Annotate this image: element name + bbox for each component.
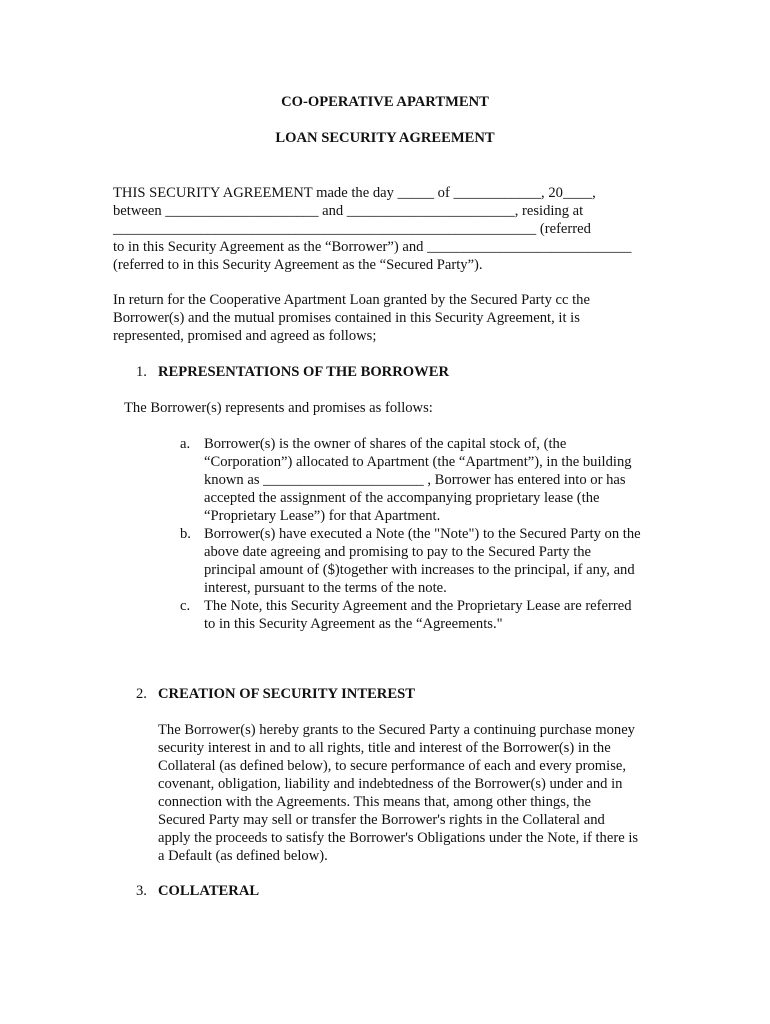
section-3-heading (136, 882, 259, 900)
list-item-c-marker: c. (180, 598, 191, 614)
list-item-a-marker: a. (180, 436, 191, 452)
list-item-b-line-3: principal amount of ($)together with increases to the principal, if any, and (204, 562, 635, 578)
section-1-number: 1. (136, 364, 147, 380)
list-item-a-line-2: “Corporation”) allocated to Apartment (the “Apartment”), in the building (204, 454, 632, 470)
section-2-line-2: security interest in and to all rights, title and interest of the Borrower(s) in the (158, 740, 611, 756)
list-item-a-line-4: accepted the assignment of the accompanying proprietary lease (the (204, 490, 600, 506)
document-title-line-2: LOAN SECURITY AGREEMENT (275, 130, 495, 146)
list-item-c-line-1: The Note, this Security Agreement and the Proprietary Lease are referred (204, 598, 632, 614)
section-1-heading (136, 363, 449, 381)
intro-line-2: between _____________________ and _______________________, residing at (113, 203, 584, 219)
return-line-2: Borrower(s) and the mutual promises contained in this Security Agreement, it is (113, 310, 580, 326)
section-2-line-3: Collateral (as defined below), to secure performance of each and every promise, (158, 758, 627, 774)
list-item-b-line-2: above date agreeing and promising to pay to the Secured Party the (204, 544, 592, 560)
intro-line-4: to in this Security Agreement as the “Borrower”) and ____________________________ (113, 239, 632, 255)
list-item-c (180, 597, 632, 615)
section-2-line-4: covenant, obligation, liability and indebtedness of the Borrower(s) under and in (158, 776, 623, 792)
list-item-b-line-1: Borrower(s) have executed a Note (the "Note") to the Secured Party on the (204, 526, 641, 542)
return-line-1: In return for the Cooperative Apartment Loan granted by the Secured Party cc the (113, 292, 590, 308)
section-2-line-8: a Default (as defined below). (158, 848, 328, 864)
list-item-a-line-1: Borrower(s) is the owner of shares of the capital stock of, (the (204, 436, 567, 452)
section-3-title: COLLATERAL (158, 883, 260, 899)
section-1-lead: The Borrower(s) represents and promises as follows: (124, 400, 433, 416)
list-item-c-line-2: to in this Security Agreement as the “Agreements." (204, 616, 503, 632)
list-item-b-line-4: interest, pursuant to the terms of the note. (204, 580, 447, 596)
list-item-a-line-3: known as ______________________ , Borrower has entered into or has (204, 472, 626, 488)
intro-line-5: (referred to in this Security Agreement as the “Secured Party”). (113, 257, 483, 273)
intro-line-1: THIS SECURITY AGREEMENT made the day _____ of ____________, 20____, (113, 185, 596, 201)
section-2-line-1: The Borrower(s) hereby grants to the Secured Party a continuing purchase money (158, 722, 635, 738)
list-item-b (180, 525, 641, 543)
section-2-line-6: Secured Party may sell or transfer the Borrower's rights in the Collateral and (158, 812, 605, 828)
list-item-a-line-5: “Proprietary Lease”) for that Apartment. (204, 508, 441, 524)
section-2-line-7: apply the proceeds to satisfy the Borrower's Obligations under the Note, if there is (158, 830, 639, 846)
section-2-heading (136, 685, 415, 703)
intro-line-3: __________________________________________________________ (referred (113, 221, 591, 237)
section-3-number: 3. (136, 883, 147, 899)
section-2-title: CREATION OF SECURITY INTEREST (158, 686, 415, 702)
section-1-title: REPRESENTATIONS OF THE BORROWER (158, 364, 449, 380)
document-title-line-1: CO-OPERATIVE APARTMENT (281, 94, 489, 110)
list-item-a (180, 435, 566, 453)
section-2-number: 2. (136, 686, 147, 702)
list-item-b-marker: b. (180, 526, 191, 542)
section-2-line-5: connection with the Agreements. This means that, among other things, the (158, 794, 591, 810)
return-line-3: represented, promised and agreed as follows; (113, 328, 377, 344)
